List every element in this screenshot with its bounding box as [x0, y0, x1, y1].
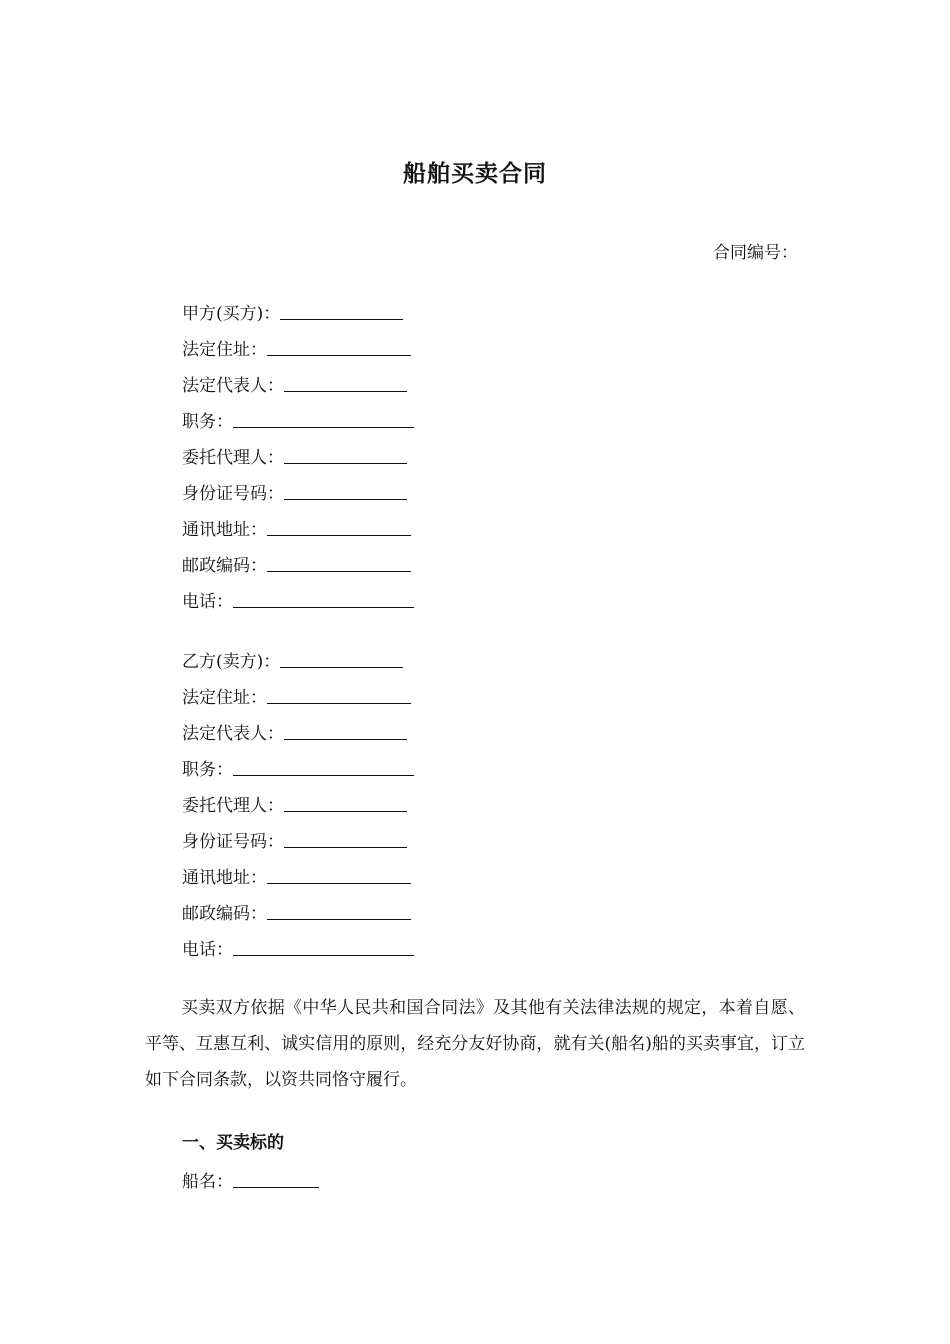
field-label: 法定代表人： — [182, 724, 284, 744]
party-a-legal-rep-field — [182, 370, 407, 396]
blank-line — [284, 373, 407, 392]
party-a-address-field — [182, 334, 411, 360]
party-b-phone-field — [182, 934, 414, 960]
blank-line — [233, 1169, 319, 1188]
party-a-postcode-field — [182, 550, 411, 576]
field-label: 法定住址： — [182, 688, 267, 708]
party-b-postcode-field — [182, 898, 411, 924]
preamble-paragraph: 买卖双方依据《中华人民共和国合同法》及其他有关法律法规的规定，本着自愿、平等、互惠互利、诚实信用的原则，经充分友好协商，就有关(船名)船的买卖事宜，订立如下合同条款，以资共同恪守履行。 — [145, 998, 805, 1090]
blank-line — [284, 481, 407, 500]
party-b-id-field — [182, 826, 407, 852]
field-label: 乙方(卖方)： — [182, 652, 281, 672]
party-a-phone-field — [182, 586, 414, 612]
field-label: 委托代理人： — [182, 448, 284, 468]
field-label: 职务： — [182, 412, 233, 432]
blank-line — [284, 445, 407, 464]
contract-number-label: 合同编号： — [713, 243, 798, 263]
party-a-id-field — [182, 478, 407, 504]
field-label: 通讯地址： — [182, 520, 267, 540]
blank-line — [280, 301, 403, 320]
field-label: 通讯地址： — [182, 868, 267, 888]
blank-line — [267, 901, 411, 920]
field-label: 电话： — [182, 940, 233, 960]
party-a-mailing-address-field — [182, 514, 411, 540]
ship-name-field — [182, 1166, 319, 1192]
document-title: 船舶买卖合同 — [403, 160, 547, 187]
field-label: 身份证号码： — [182, 484, 284, 504]
party-b-position-field — [182, 754, 414, 780]
section-heading: 一、买卖标的 — [182, 1133, 284, 1153]
party-b-address-field — [182, 682, 411, 708]
blank-line — [284, 829, 407, 848]
party-a-position-field — [182, 406, 414, 432]
party-b-mailing-address-field — [182, 862, 411, 888]
blank-line — [267, 553, 411, 572]
party-a-agent-field — [182, 442, 407, 468]
field-label: 委托代理人： — [182, 796, 284, 816]
blank-line — [267, 685, 411, 704]
field-label: 电话： — [182, 592, 233, 612]
field-label: 职务： — [182, 760, 233, 780]
blank-line — [233, 937, 414, 956]
blank-line — [267, 337, 411, 356]
field-label: 邮政编码： — [182, 904, 267, 924]
field-label: 法定住址： — [182, 340, 267, 360]
field-label: 身份证号码： — [182, 832, 284, 852]
blank-line — [280, 649, 403, 668]
party-a-name-field — [182, 298, 403, 324]
blank-line — [284, 721, 407, 740]
field-label: 船名： — [182, 1172, 233, 1192]
blank-line — [233, 409, 414, 428]
party-b-legal-rep-field — [182, 718, 407, 744]
blank-line — [267, 865, 411, 884]
field-label: 邮政编码： — [182, 556, 267, 576]
blank-line — [233, 589, 414, 608]
field-label: 甲方(买方)： — [182, 304, 281, 324]
field-label: 法定代表人： — [182, 376, 284, 396]
party-b-name-field — [182, 646, 403, 672]
blank-line — [284, 793, 407, 812]
party-b-agent-field — [182, 790, 407, 816]
blank-line — [233, 757, 414, 776]
blank-line — [267, 517, 411, 536]
